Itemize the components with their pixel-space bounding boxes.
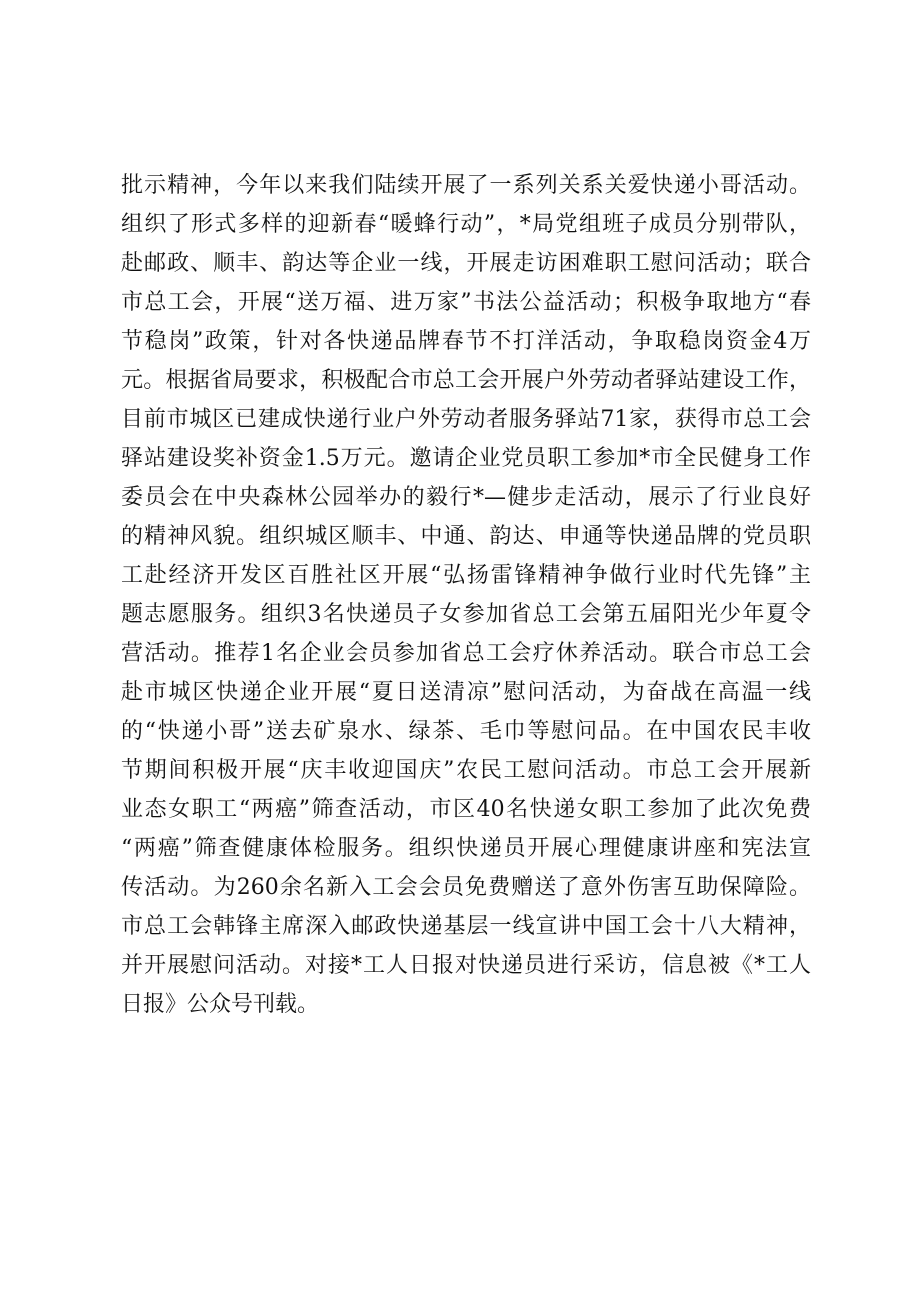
body-paragraph: [121, 166, 811, 1024]
text-line: 目前市城区已建成快递行业户外劳动者服务驿站71家，获得市总工会: [121, 407, 811, 432]
text-line: 并开展慰问活动。对接*工人日报对快递员进行采访，信息被《*工人: [121, 953, 811, 978]
text-line: 节期间积极开展“庆丰收迎国庆”农民工慰问活动。市总工会开展新: [121, 758, 811, 783]
text-line: 的“快递小哥”送去矿泉水、绿茶、毛巾等慰问品。在中国农民丰收: [121, 719, 811, 744]
text-line: 题志愿服务。组织3名快递员子女参加省总工会第五届阳光少年夏令: [121, 602, 811, 627]
text-line: 驿站建设奖补资金1.5万元。邀请企业党员职工参加*市全民健身工作: [121, 446, 811, 471]
text-line: 传活动。为260余名新入工会会员免费赠送了意外伤害互助保障险。: [121, 875, 811, 900]
text-line: 委员会在中央森林公园举办的毅行*—健步走活动，展示了行业良好: [121, 485, 811, 510]
text-line: “两癌”筛查健康体检服务。组织快递员开展心理健康讲座和宪法宣: [121, 836, 811, 861]
text-line: 批示精神，今年以来我们陆续开展了一系列关系关爱快递小哥活动。: [121, 173, 811, 198]
text-line: 业态女职工“两癌”筛查活动，市区40名快递女职工参加了此次免费: [121, 797, 811, 822]
text-line: 赴邮政、顺丰、韵达等企业一线，开展走访困难职工慰问活动；联合: [121, 251, 811, 276]
text-line: 日报》公众号刊载。: [121, 992, 320, 1017]
text-line: 市总工会，开展“送万福、进万家”书法公益活动；积极争取地方“春: [121, 290, 811, 315]
text-line: 营活动。推荐1名企业会员参加省总工会疗休养活动。联合市总工会: [121, 641, 811, 666]
text-line: 工赴经济开发区百胜社区开展“弘扬雷锋精神争做行业时代先锋”主: [121, 563, 811, 588]
text-line: 的精神风貌。组织城区顺丰、中通、韵达、申通等快递品牌的党员职: [121, 524, 811, 549]
text-line: 市总工会韩锋主席深入邮政快递基层一线宣讲中国工会十八大精神，: [121, 914, 811, 939]
text-line: 元。根据省局要求，积极配合市总工会开展户外劳动者驿站建设工作，: [121, 368, 811, 393]
text-line: 赴市城区快递企业开展“夏日送清凉”慰问活动，为奋战在高温一线: [121, 680, 811, 705]
text-line: 组织了形式多样的迎新春“暖蜂行动”，*局党组班子成员分别带队，: [121, 212, 811, 237]
text-line: 节稳岗”政策，针对各快递品牌春节不打洋活动，争取稳岗资金4万: [121, 329, 811, 354]
